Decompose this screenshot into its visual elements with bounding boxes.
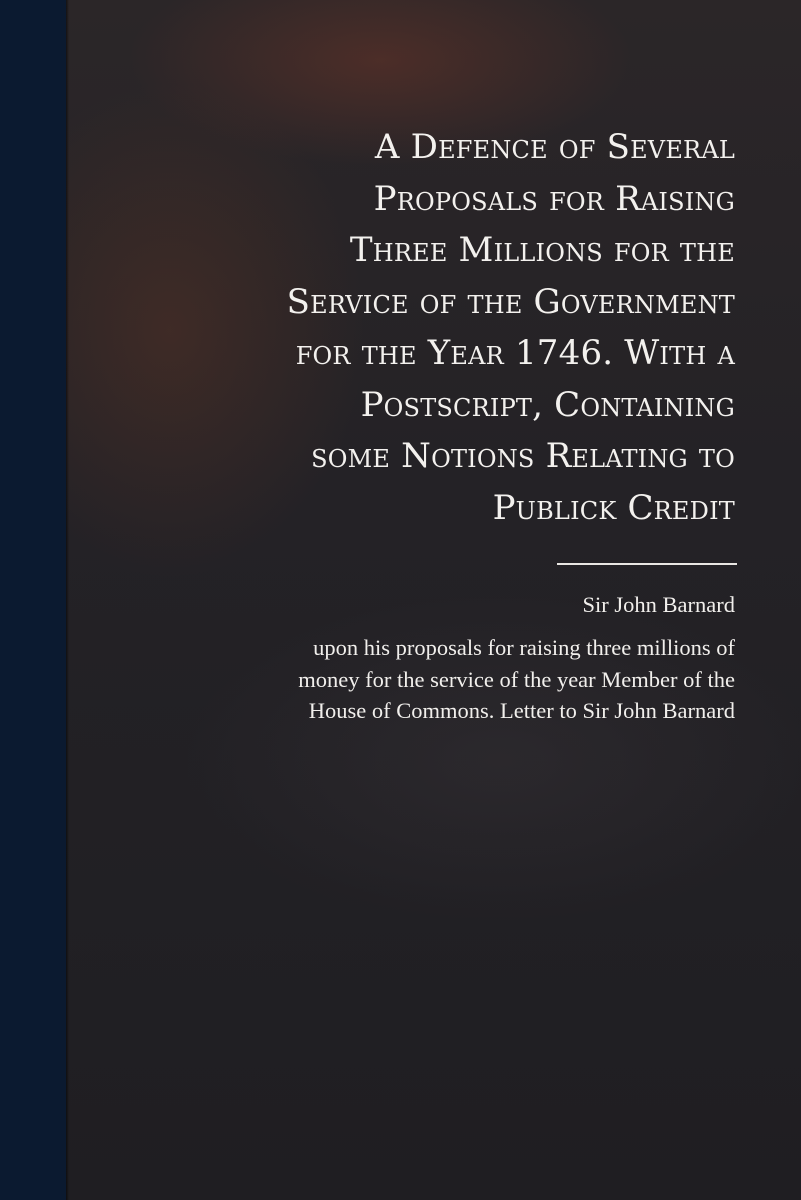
title-line: Proposals for Raising: [373, 178, 735, 219]
cover-spine: [0, 0, 66, 1200]
title-divider: [557, 563, 737, 565]
title-line: Postscript, Containing: [360, 384, 735, 425]
spine-shadow: [66, 0, 69, 1200]
subject-line: House of Commons. Letter to Sir John Barnard: [308, 698, 735, 723]
book-subjects: [298, 632, 735, 727]
book-author: Sir John Barnard: [582, 592, 735, 617]
title-line: Publick Credit: [492, 487, 735, 528]
title-line: some Notions Relating to: [311, 436, 735, 476]
subject-line: money for the service of the year Member of the: [298, 666, 735, 692]
subject-line: upon his proposals for raising three millions of: [313, 635, 735, 660]
title-line: Service of the Government: [286, 281, 735, 322]
title-line: for the Year 1746. With a: [295, 333, 735, 373]
title-line: A Defence of Several: [374, 127, 735, 167]
title-line: Three Millions for the: [349, 230, 735, 270]
book-title: [80, 122, 735, 534]
